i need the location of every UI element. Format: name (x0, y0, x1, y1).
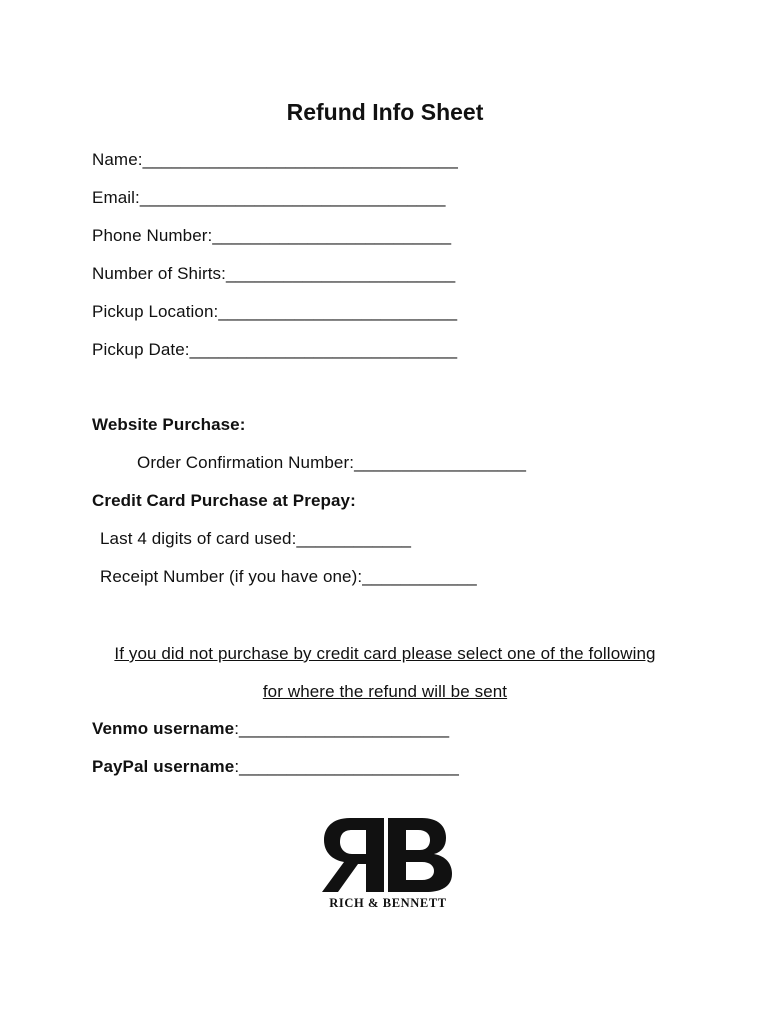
receipt-number-input-line[interactable]: ____________ (362, 567, 477, 586)
website-purchase-heading: Website Purchase: (92, 415, 246, 434)
phone-number-label: Phone Number: (92, 226, 213, 245)
name-input-line[interactable]: _________________________________ (142, 150, 458, 169)
pickup-date-input-line[interactable]: ____________________________ (189, 340, 458, 359)
order-confirmation-input-line[interactable]: __________________ (354, 453, 527, 472)
pickup-location-label: Pickup Location: (92, 302, 219, 321)
number-of-shirts-input-line[interactable]: ________________________ (225, 264, 456, 283)
paypal-username-input-line[interactable]: :_______________________ (234, 757, 459, 776)
name-field[interactable] (92, 149, 458, 171)
refund-notice-line-2: for where the refund will be sent (262, 682, 508, 701)
pickup-date-label: Pickup Date: (92, 340, 190, 359)
rb-monogram-icon (318, 812, 458, 896)
order-confirmation-field[interactable] (137, 452, 526, 474)
page-title: Refund Info Sheet (286, 99, 484, 125)
refund-notice-line-1: If you did not purchase by credit card please select one of the following (114, 644, 656, 663)
logo-caption: RICH & BENNETT (329, 896, 447, 910)
pickup-date-field[interactable] (92, 339, 457, 361)
credit-card-purchase-heading: Credit Card Purchase at Prepay: (92, 491, 356, 510)
paypal-username-field[interactable] (92, 756, 459, 778)
phone-number-input-line[interactable]: _________________________ (212, 226, 452, 245)
number-of-shirts-label: Number of Shirts: (92, 264, 226, 283)
email-input-line[interactable]: ________________________________ (139, 188, 446, 207)
venmo-username-input-line[interactable]: :______________________ (234, 719, 450, 738)
pickup-location-field[interactable] (92, 301, 457, 323)
receipt-number-field[interactable] (100, 566, 477, 588)
email-field[interactable] (92, 187, 446, 209)
last-4-digits-field[interactable] (100, 528, 411, 550)
phone-number-field[interactable] (92, 225, 451, 247)
last-4-digits-input-line[interactable]: ____________ (296, 529, 412, 548)
last-4-digits-label: Last 4 digits of card used: (100, 529, 297, 548)
venmo-username-label: Venmo username (92, 719, 235, 738)
order-confirmation-label: Order Confirmation Number: (137, 453, 355, 472)
paypal-username-label: PayPal username (92, 757, 235, 776)
number-of-shirts-field[interactable] (92, 263, 455, 285)
receipt-number-label: Receipt Number (if you have one): (100, 567, 363, 586)
name-label: Name: (92, 150, 143, 169)
venmo-username-field[interactable] (92, 718, 449, 740)
pickup-location-input-line[interactable]: _________________________ (218, 302, 458, 321)
email-label: Email: (92, 188, 140, 207)
rich-and-bennett-logo (318, 812, 458, 912)
